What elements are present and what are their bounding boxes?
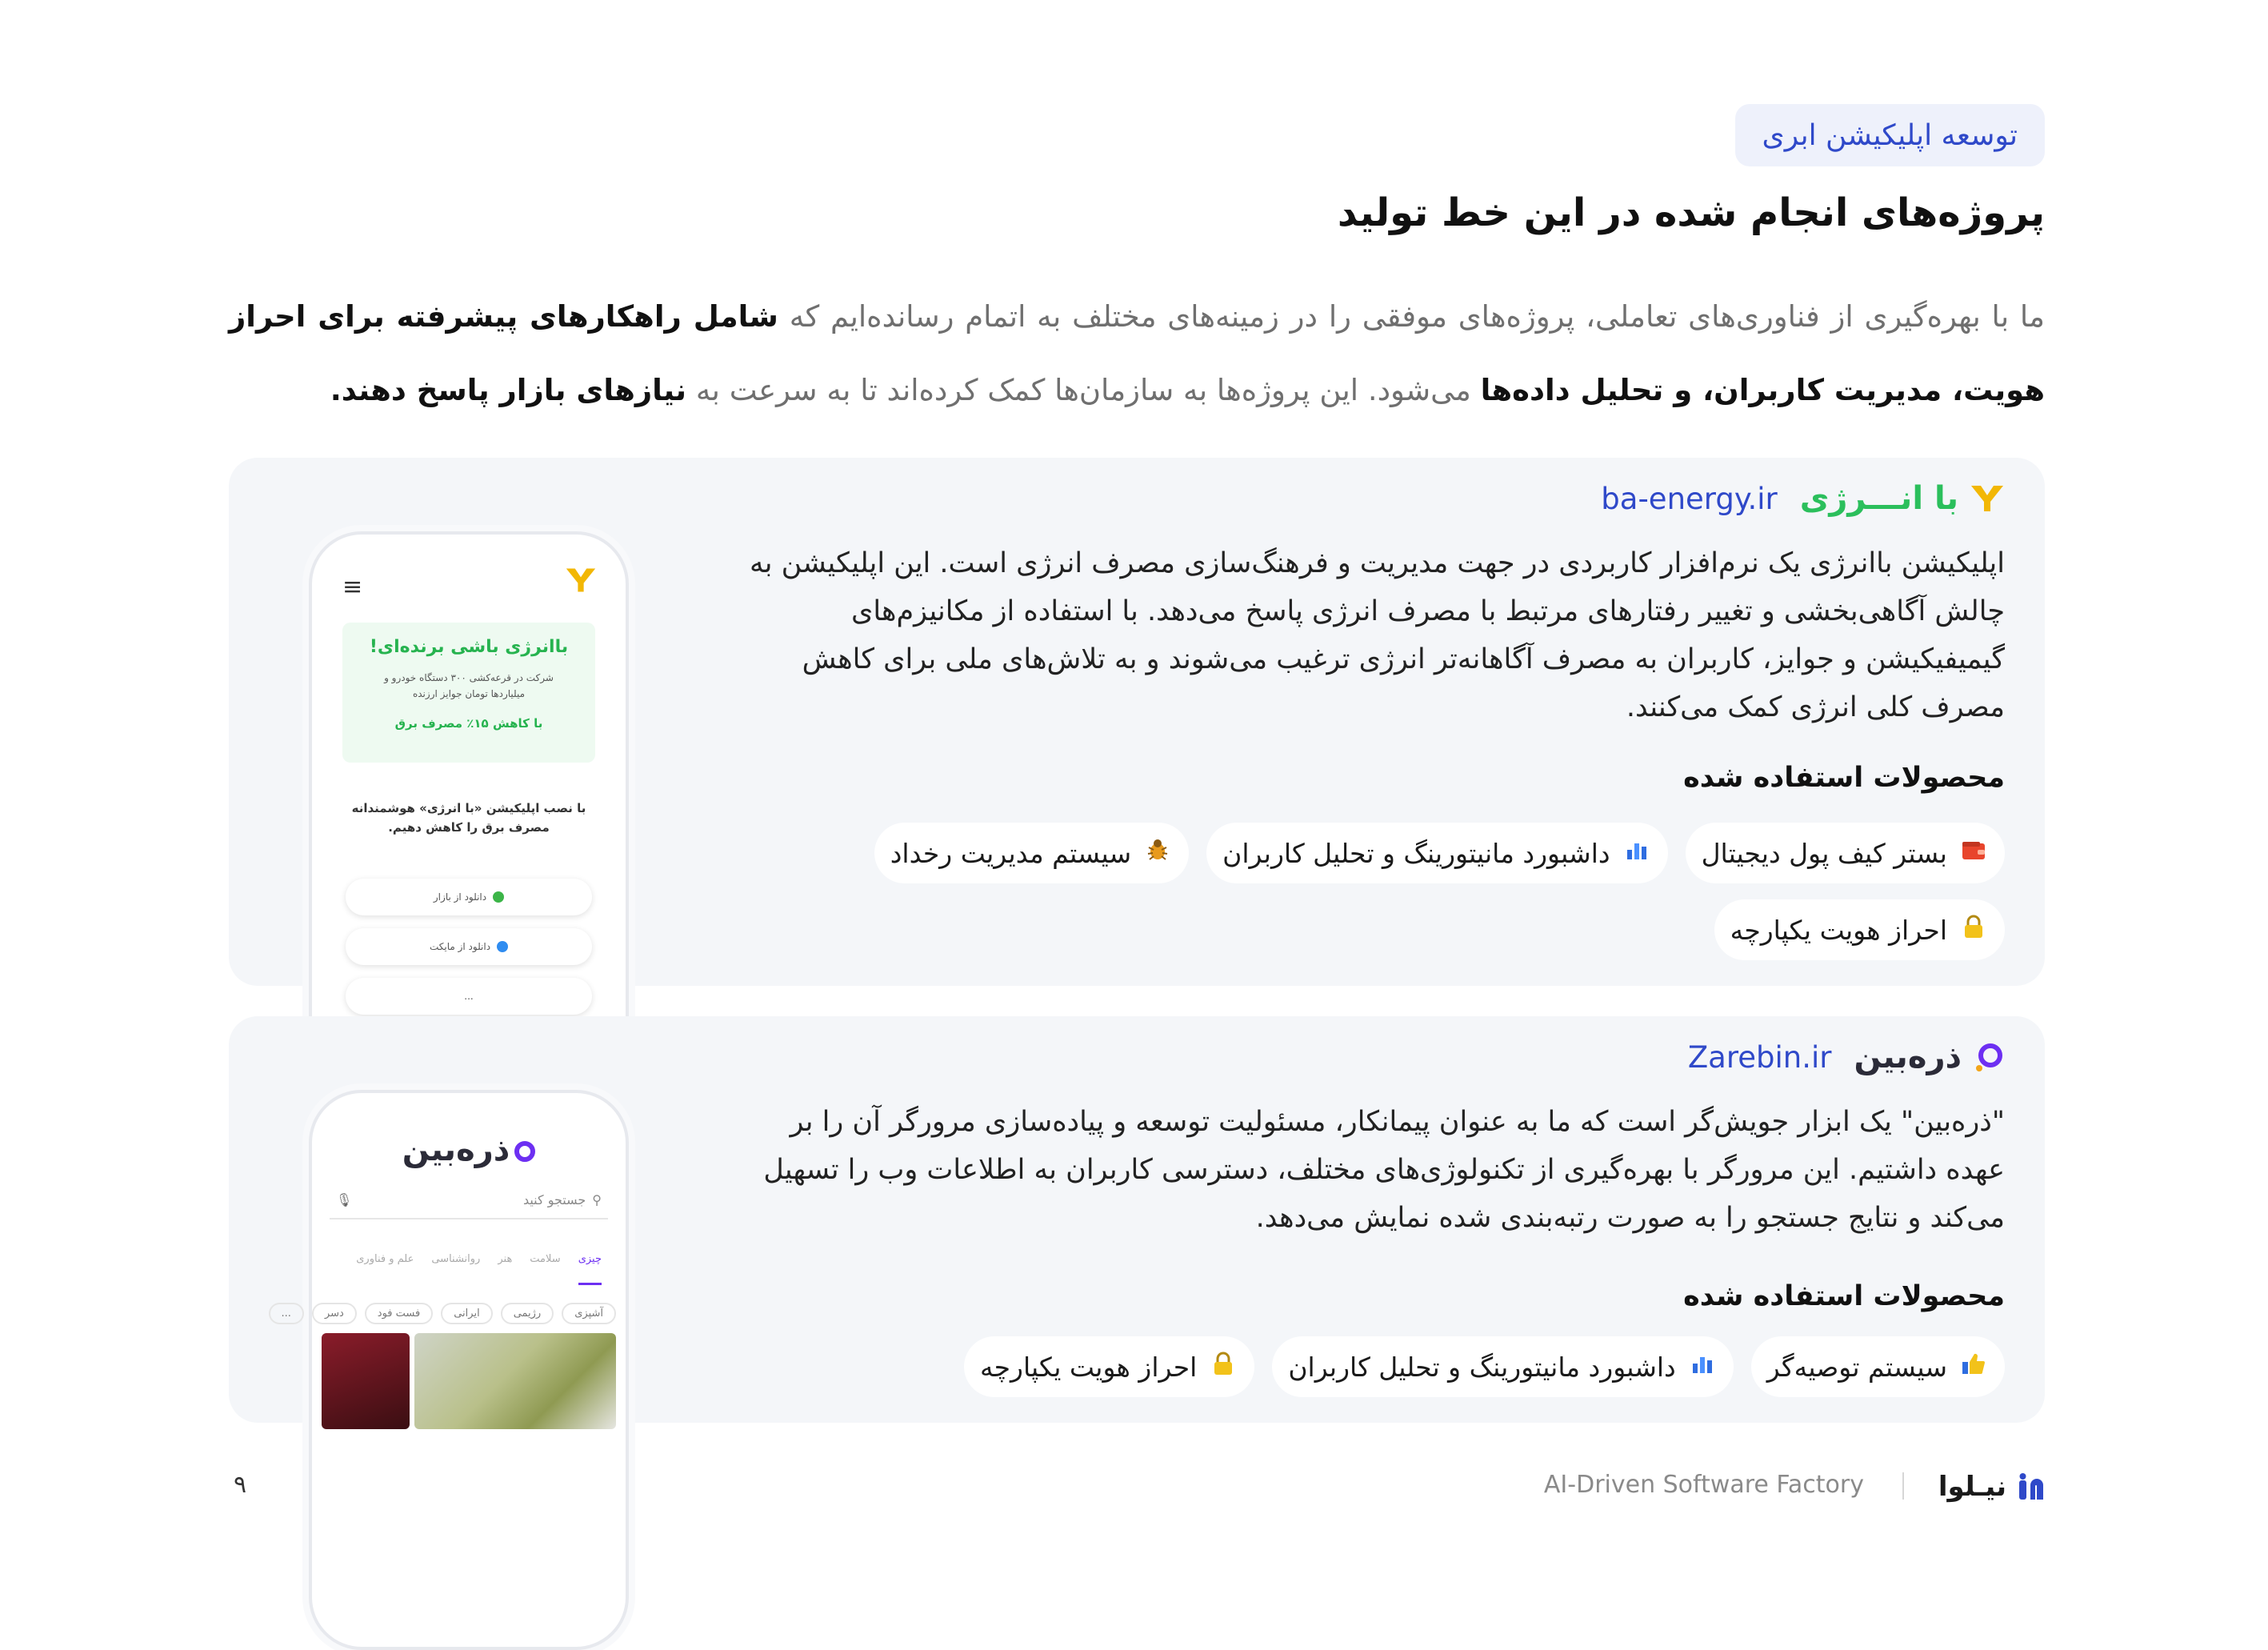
search-placeholder: جستجو کنید: [522, 1191, 586, 1207]
app-tab: چیزی: [578, 1253, 602, 1285]
product-label: احراز هویت یکپارچه: [1730, 914, 1947, 946]
products-list: [869, 823, 2005, 960]
project-card-ba-energy: [229, 458, 2045, 1002]
product-label: داشبورد مانیتورینگ و تحلیل کاربران: [1222, 837, 1610, 869]
ba-energy-domain-link[interactable]: ba-energy.ir: [1601, 481, 1778, 516]
footer-brand: [1938, 1471, 2045, 1503]
app-tab: سلامت: [530, 1253, 561, 1265]
chart-icon: [1622, 839, 1652, 867]
app-media-grid: [322, 1333, 616, 1429]
app-pill: ...: [269, 1303, 304, 1324]
ba-energy-wordmark: با انـــرژی: [1799, 480, 1958, 517]
project-card-zarebin: [229, 1016, 2045, 1423]
hamburger-menu-icon: ≡: [342, 573, 363, 601]
product-chip-recommender: [1751, 1336, 2005, 1397]
myket-icon: [497, 941, 508, 952]
product-chip-sso: [1714, 899, 2005, 960]
product-label: داشبورد مانیتورینگ و تحلیل کاربران: [1288, 1351, 1676, 1383]
products-title: محصولات استفاده شده: [1683, 1280, 2005, 1312]
intro-bold-2: نیازهای بازار پاسخ دهند.: [330, 373, 687, 407]
app-category-tabs: [330, 1253, 608, 1285]
mic-icon: 🎙: [336, 1191, 353, 1207]
product-chip-wallet: [1686, 823, 2005, 883]
app-tab: روانشناسی: [431, 1253, 481, 1265]
download-myket-button: [346, 928, 592, 965]
bazaar-icon: [493, 891, 504, 903]
app-promo-banner: [342, 623, 595, 763]
ba-energy-icon: [1970, 483, 2005, 515]
download-other-label: ...: [464, 991, 474, 1002]
project-description: اپلیکیشن باانرژی یک نرم‌افزار کاربردی در جهت مدیریت و فرهنگ‌سازی مصرف انرژی است. این اپلیکیشن به چالش آگاهی‌بخشی و تغییر رفتارهای مرتبط با مصرف انرژی پاسخ می‌دهد. با استفاده از مکانیزم‌های گیمیفیکیشن و جوایز، کاربران به مصرف آگاهانه‌تر انرژی ترغیب می‌شوند و به تلاش‌های ملی برای کاهش مصرف کلی انرژی کمک می‌کنند.: [750, 547, 2005, 723]
search-icon: ⚲: [592, 1191, 602, 1207]
product-label: سیستم مدیریت رخداد: [890, 837, 1132, 869]
section-tag: توسعه اپلیکیشن ابری: [1735, 104, 2045, 166]
lock-icon: [1208, 1352, 1238, 1382]
download-myket-label: دانلود از مایکت: [429, 941, 491, 952]
zarebin-app-logo: [312, 1131, 626, 1168]
app-tab: علم و فناوری: [356, 1253, 414, 1265]
media-thumbnail: [414, 1333, 616, 1429]
ba-energy-app-logo-icon: [565, 565, 597, 603]
app-pill: دسر: [312, 1303, 357, 1324]
footer-tagline: AI-Driven Software Factory: [1543, 1471, 1864, 1499]
banner-title: باانرژی باشی برنده‌ای!: [369, 637, 569, 657]
footer-brand-name: نیـلوا: [1938, 1471, 2006, 1503]
product-chip-sso: [964, 1336, 1254, 1397]
product-chip-dashboard: [1272, 1336, 1733, 1397]
page-number: ۹: [234, 1471, 247, 1499]
app-pill: فست فود: [365, 1303, 433, 1324]
app-pill: ایرانی: [441, 1303, 492, 1324]
product-chip-dashboard: [1206, 823, 1667, 883]
chart-icon: [1687, 1352, 1718, 1381]
download-bazaar-label: دانلود از بازار: [433, 891, 487, 903]
product-label: بستر کیف پول دیجیتال: [1701, 837, 1947, 869]
product-chip-incident: [874, 823, 1189, 883]
ba-energy-logo: [1800, 480, 2005, 517]
footer-divider: [1902, 1472, 1904, 1500]
zarebin-domain-link[interactable]: Zarebin.ir: [1687, 1039, 1832, 1075]
intro-bold-1: شامل راهکارهای پیشرفته برای احراز هویت، مدیریت کاربران، و تحلیل داده‌ها: [229, 299, 2045, 407]
zarebin-app-wordmark: ذره‌بین: [402, 1131, 510, 1168]
intro-text-1: ما با بهره‌گیری از فناوری‌های تعاملی، پروژه‌های موفقی را در زمینه‌های مختلف به اتمام رسانده‌ایم که: [778, 299, 2046, 334]
nilva-logo-icon: [2016, 1472, 2045, 1501]
page-title: پروژه‌های انجام شده در این خط تولید: [1337, 190, 2045, 235]
intro-paragraph: [229, 280, 2045, 427]
project-header: [1601, 480, 2005, 517]
app-filter-pills: [281, 1303, 616, 1324]
app-search-bar: [330, 1181, 608, 1219]
wallet-icon: [1958, 839, 1989, 867]
bug-icon: [1142, 838, 1173, 868]
product-label: سیستم توصیه‌گر: [1766, 1351, 1947, 1383]
zarebin-logo: [1854, 1039, 2005, 1075]
products-list: [869, 1336, 2005, 1397]
products-title: محصولات استفاده شده: [1683, 762, 2005, 794]
ba-energy-phone-mockup: [309, 531, 629, 1091]
app-pill: آشپزی: [562, 1303, 616, 1324]
media-thumbnail: [322, 1333, 410, 1429]
app-message: با نصب اپلیکیشن «با انرژی» هوشمندانه مصرف برق را کاهش دهیم.: [351, 801, 586, 835]
app-tab: هنر: [498, 1253, 513, 1265]
banner-cta: با کاهش ۱۵٪ مصرف برق: [394, 716, 543, 731]
zarebin-app-ring-icon: [514, 1141, 535, 1162]
app-pill: رژیمی: [501, 1303, 554, 1324]
download-other-button: [346, 978, 592, 1015]
lock-icon: [1958, 915, 1989, 945]
download-bazaar-button: [346, 879, 592, 915]
zarebin-phone-mockup: [281, 1090, 629, 1650]
product-label: احراز هویت یکپارچه: [979, 1351, 1198, 1383]
banner-text: شرکت در قرعه‌کشی ۳۰۰ دستگاه خودرو و میلیاردها تومان جوایز ارزنده: [384, 672, 554, 699]
intro-text-2: می‌شود. این پروژه‌ها به سازمان‌ها کمک کرده‌اند تا به سرعت به: [686, 373, 1481, 407]
zarebin-ring-icon: [1973, 1041, 2005, 1073]
project-header: [1688, 1039, 2005, 1075]
project-description: "ذره‌بین" یک ابزار جویش‌گر است که ما به عنوان پیمانکار، مسئولیت توسعه و پیاده‌سازی مرورگر آن را بر عهده داشتیم. این مرورگر با بهره‌گیری از تکنولوژی‌های مختلف، دسترسی کاربران به اطلاعات وب را تسهیل می‌کند و نتایج جستجو را به صورت رتبه‌بندی شده نمایش می‌دهد.: [763, 1106, 2005, 1234]
app-top-bar: [312, 559, 626, 607]
zarebin-wordmark: ذره‌بین: [1854, 1039, 1962, 1075]
thumbs-up-icon: [1958, 1352, 1989, 1381]
